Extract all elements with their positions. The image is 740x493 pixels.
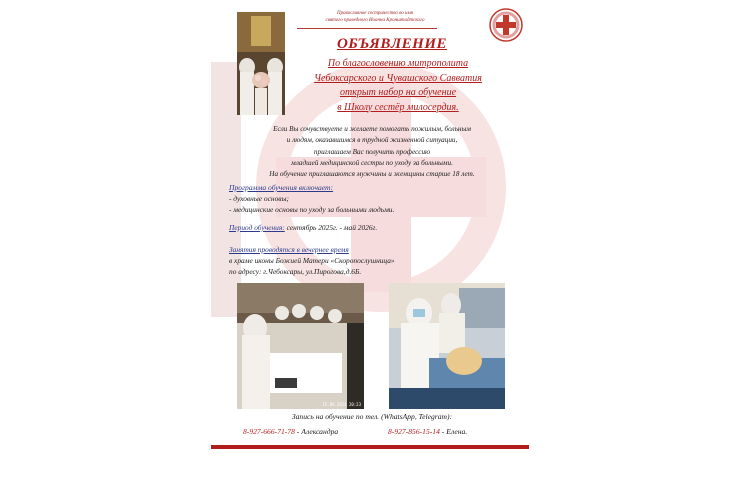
period-label: Период обучения: (229, 223, 285, 232)
phone-entry (243, 427, 338, 436)
program-heading: Программа обучения включает: (229, 183, 334, 192)
subtitle-line: открыт набор на обучение (339, 87, 457, 98)
subtitle-line: в Школу сестёр милосердия. (337, 101, 459, 113)
period-value: сентябрь 2025г. - май 2026г. (284, 223, 378, 232)
classes-address: по адресу: г.Чебоксары, ул.Пирогова,д.6Б. (229, 267, 362, 276)
cross-logo-icon (488, 7, 524, 43)
intro-line: приглашаем Вас получить профессию (313, 147, 431, 156)
subtitle-line: Чебоксарского и Чувашского Савватия (314, 72, 482, 84)
intro-line: и людям, оказавшимся в трудной жизненной ситуации, (286, 136, 458, 145)
program-item: - медицинские основы по уходу за больными людьми. (229, 205, 395, 214)
intro-line: Если Вы сочувствуете и желаете помогать пожилым, больным (273, 125, 471, 133)
nuns-photo (237, 12, 285, 115)
intro-line: младшей медицинской сестры по уходу за больными. (291, 158, 453, 167)
nursing-photo (389, 283, 505, 409)
subtitle (303, 57, 493, 115)
phone-entry (388, 427, 467, 436)
classes-info (229, 244, 395, 277)
intro-line: На обучение приглашаются мужчины и женщины старше 18 лет. (269, 170, 475, 179)
divider (297, 28, 437, 29)
period (229, 223, 377, 232)
photo-timestamp: 15.09.2024 20:23 (322, 402, 361, 407)
classes-location: в храме иконы Божией Матери «Скоропослушница» (229, 256, 395, 265)
org-name (295, 10, 455, 24)
announcement-sheet (211, 0, 529, 449)
phone-contact-name: - Александра (294, 427, 339, 436)
classes-label: Занятия проводятся в вечернее время (229, 245, 349, 254)
phone-number[interactable]: 8-927-666-71-78 (243, 427, 295, 436)
program-item: - духовные основы; (229, 194, 289, 203)
footer-bar (211, 445, 529, 449)
intro-text (231, 124, 513, 180)
org-name-line1: Православное сестричество во имя (336, 11, 414, 16)
page-title: ОБЪЯВЛЕНИЕ (336, 36, 448, 52)
contact-heading: Запись на обучение по тел. (WhatsApp, Telegram): (291, 412, 453, 421)
phone-contact-name: - Елена. (439, 427, 468, 436)
phone-number[interactable]: 8-927-856-15-14 (388, 427, 440, 436)
classroom-photo (237, 283, 364, 409)
org-name-line2: святого праведного Иоанна Кронштадтского (325, 18, 425, 23)
subtitle-line: По благословению митрополита (327, 58, 469, 69)
